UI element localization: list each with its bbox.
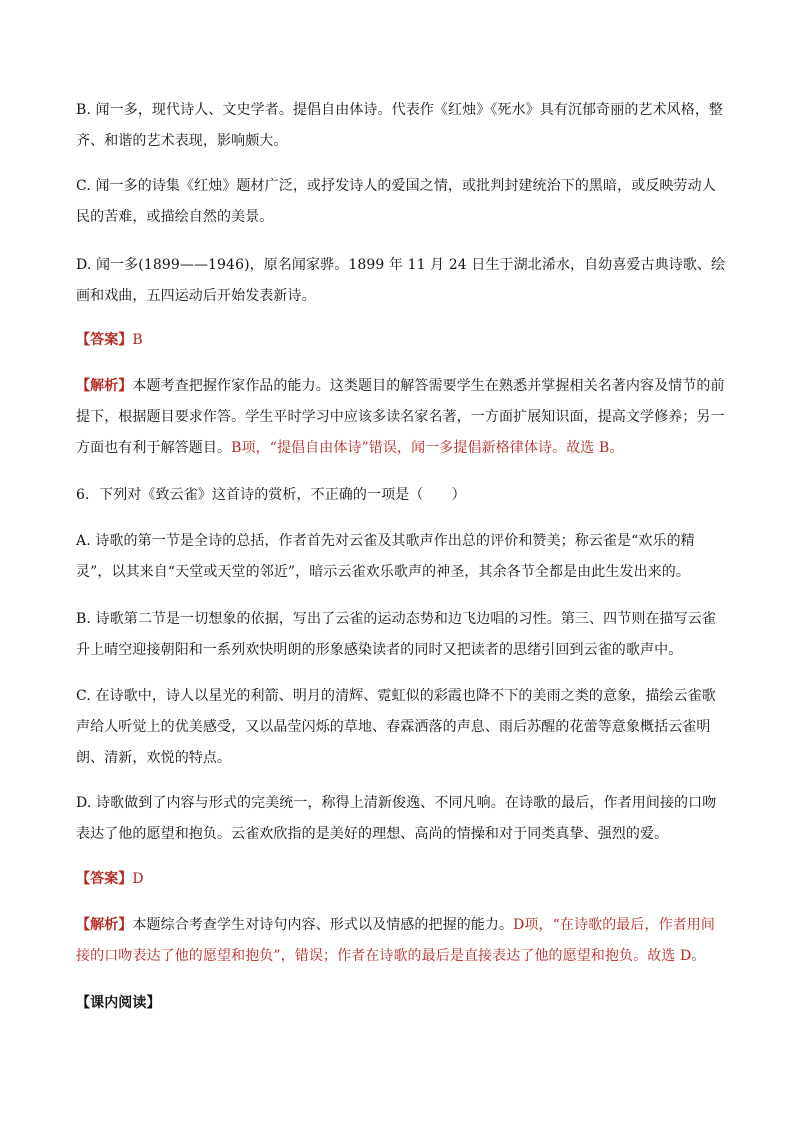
option-label: B. [76,102,91,118]
option-label: B. [76,611,91,627]
question-6-stem [76,480,726,511]
option-text: 诗歌做到了内容与形式的完美统一，称得上清新俊逸、不同凡响。在诗歌的最后，作者用间接的口吻表达了他的愿望和抱负。云雀欢欣指的是美好的理想、高尚的情操和对于同类真挚、强烈的爱。 [76,795,717,842]
answer-1 [76,325,726,356]
analysis-highlight: B项，“提倡自由体诗”错误，闻一多提倡新格律体诗。故选 B。 [231,440,624,456]
option-label: D. [76,257,92,273]
answer-value: D [132,871,144,887]
analysis-text: 本题综合考查学生对诗句内容、形式以及情感的把握的能力。 [132,917,514,933]
analysis-2 [76,910,726,972]
analysis-tag: 【解析】 [76,917,133,933]
option-text: 在诗歌中，诗人以星光的利箭、明月的清辉、霓虹似的彩霞也降不下的美雨之类的意象，描绘云雀歌声给人听觉上的优美感受，又以晶莹闪烁的草地、春霖洒落的声息、雨后苏醒的花蕾等意象概括云雀明朗、清新，欢悦的特点。 [76,688,716,766]
option-label: A. [76,533,91,549]
option-text: 闻一多的诗集《红烛》题材广泛，或抒发诗人的爱国之情，或批判封建统治下的黑暗，或反映劳动人民的苦难，或描绘自然的美景。 [76,178,716,225]
option-label: C. [76,688,91,704]
option-label: C. [76,178,91,194]
option-text: 诗歌第二节是一切想象的依据，写出了云雀的运动态势和边飞边唱的习性。第三、四节则在描写云雀升上晴空迎接朝阳和一系列欢快明朗的形象感染读者的同时又把读者的思绪引回到云雀的歌声中。 [76,611,716,658]
option-text: 闻一多(1899——1946)，原名闻家骅。1899 年 11 月 24 日生于湖北浠水，自幼喜爱古典诗歌、绘画和戏曲，五四运动后开始发表新诗。 [76,257,726,304]
option-text: 闻一多，现代诗人、文史学者。提倡自由体诗。代表作《红烛》《死水》具有沉郁奇丽的艺术风格，整齐、和谐的艺术表现，影响颇大。 [76,102,724,149]
question-text: 6．下列对《致云雀》这首诗的赏析，不正确的一项是（ ） [76,487,466,503]
question-6-option-b [76,604,726,666]
question-6-option-d [76,788,726,850]
question-6-option-a [76,526,726,588]
option-label: D. [76,795,92,811]
question-6-option-c [76,681,726,774]
answer-2 [76,864,726,895]
analysis-text: 本题考查把握作家作品的能力。这类题目的解答需要学生在熟悉并掌握相关名著内容及情节的前提下，根据题目要求作答。学生平时学习中应该多读名家名著，一方面扩展知识面，提高文学修养；另一方面也有利于解答题目。 [76,378,725,456]
answer-value: B [132,332,143,348]
answer-tag: 【答案】 [76,871,133,887]
option-b-paragraph [76,95,726,157]
analysis-tag: 【解析】 [76,378,133,394]
analysis-1 [76,371,726,464]
analysis-highlight: D项，“在诗歌的最后，作者用间接的口吻表达了他的愿望和抱负”，错误；作者在诗歌的最后是直接表达了他的愿望和抱负。故选 D。 [76,917,715,964]
section-heading [76,988,726,1019]
option-text: 诗歌的第一节是全诗的总括，作者首先对云雀及其歌声作出总的评价和赞美；称云雀是“欢乐的精灵”，以其来自“天堂或天堂的邻近”，暗示云雀欢乐歌声的神圣，其余各节全都是由此生发出来的。 [76,533,695,580]
section-heading-text: 【课内阅读】 [76,995,161,1011]
answer-tag: 【答案】 [76,332,133,348]
option-c-paragraph [76,171,726,233]
option-d-paragraph [76,250,726,312]
